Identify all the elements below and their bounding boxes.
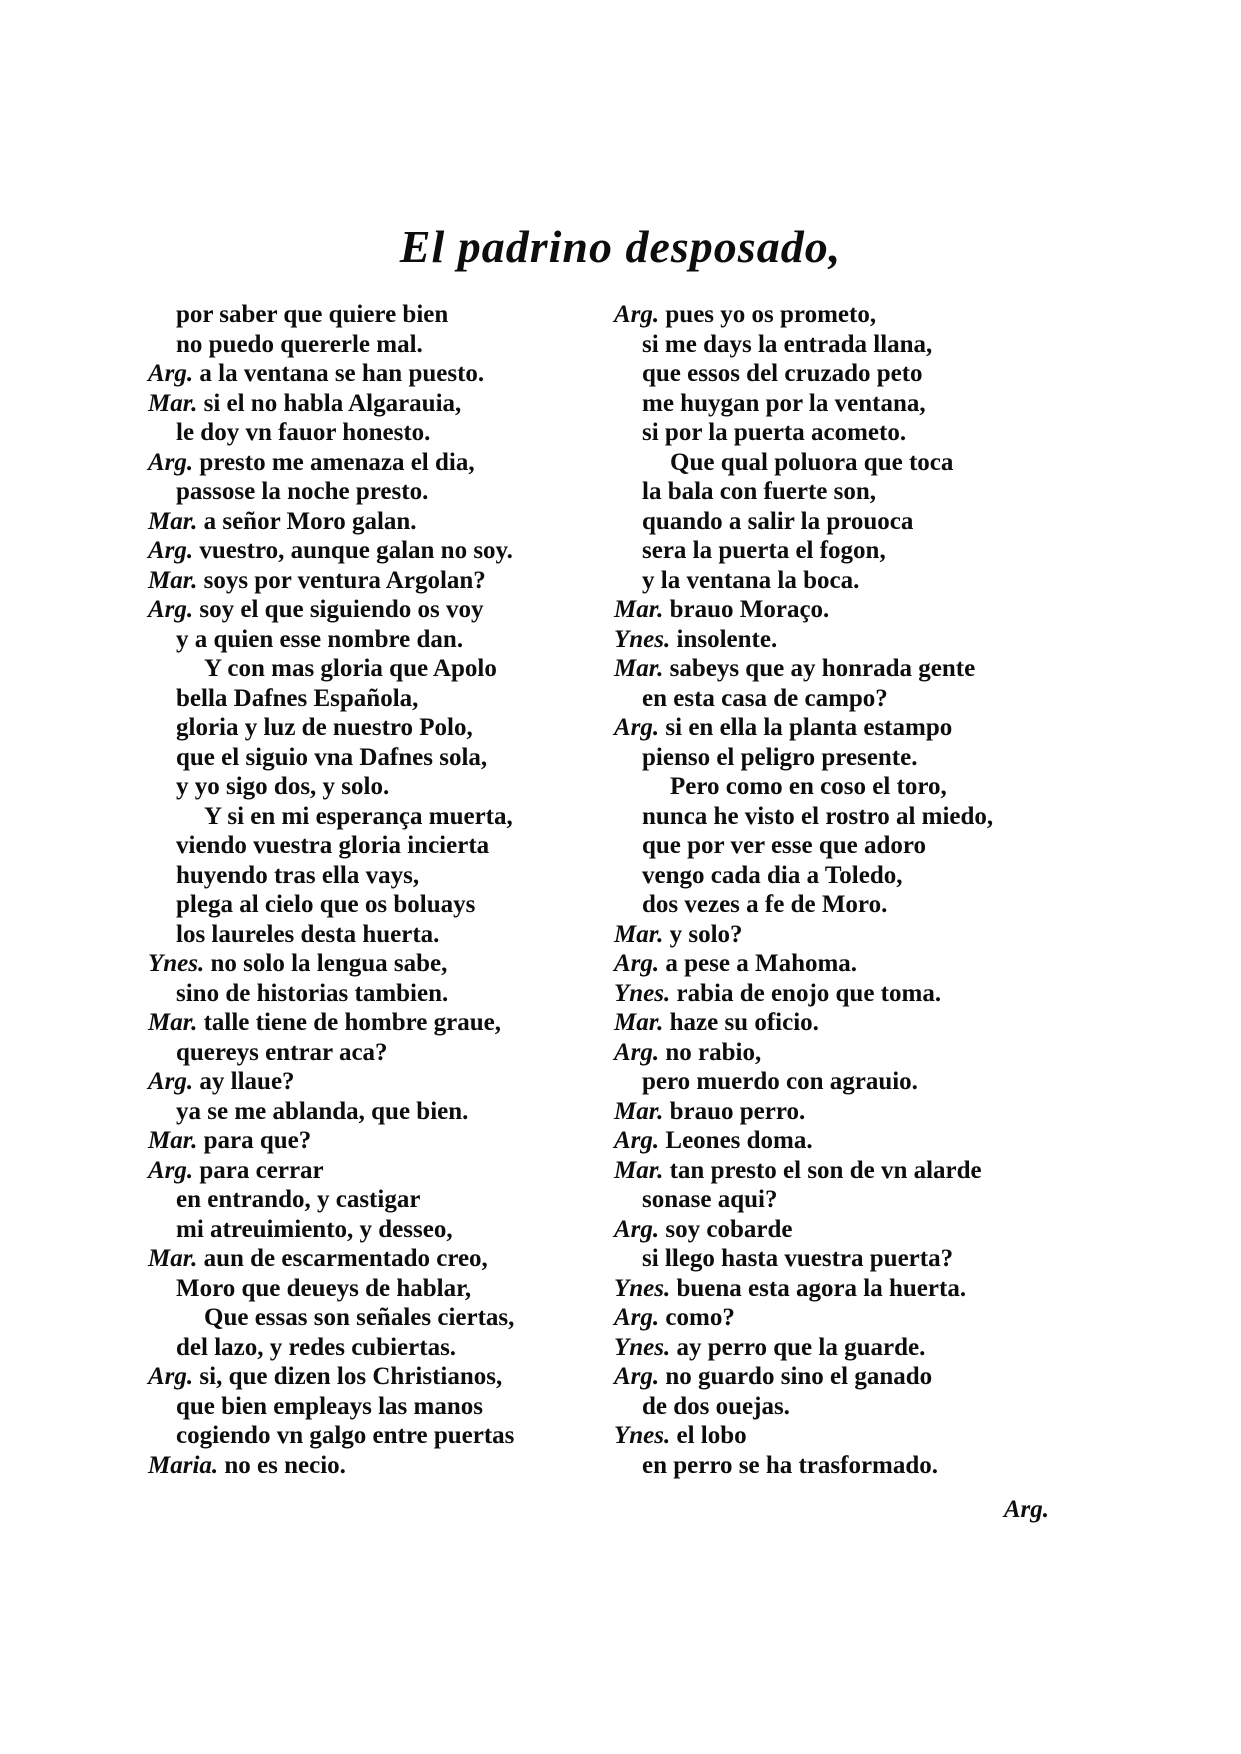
verse-line (614, 359, 1074, 389)
verse-line (148, 448, 588, 478)
verse-text: que por ver esse que adoro (642, 832, 927, 859)
speaker-label: Arg. (614, 1038, 660, 1066)
speaker-label: Arg. (148, 1156, 194, 1184)
verse-line (614, 300, 1074, 330)
verse-line (148, 595, 588, 625)
speaker-label: Mar. (614, 655, 664, 682)
right-column (614, 300, 1074, 1480)
verse-text: huyendo tras ella vays, (176, 861, 420, 889)
verse-text: soys por ventura Argolan? (197, 566, 486, 594)
verse-text: en entrando, y castigar (176, 1186, 421, 1213)
verse-line (614, 389, 1074, 419)
speaker-label: Arg. (614, 1363, 660, 1390)
verse-text: a señor Moro galan. (197, 507, 417, 535)
verse-text: ya se me ablanda, que bien. (176, 1097, 469, 1125)
speaker-label: Ynes. (614, 1274, 671, 1302)
verse-text: los laureles desta huerta. (176, 920, 440, 948)
verse-text: Que essas son señales ciertas, (204, 1304, 515, 1331)
verse-line (148, 772, 588, 802)
verse-line (614, 1038, 1074, 1068)
verse-text: viendo vuestra gloria incierta (176, 832, 490, 859)
verse-text: pienso el peligro presente. (642, 743, 918, 771)
speaker-label: Ynes. (614, 1422, 671, 1449)
verse-text: que bien empleays las manos (176, 1392, 483, 1420)
verse-line (148, 1067, 588, 1097)
verse-line (614, 684, 1074, 714)
speaker-label: Arg. (614, 1127, 660, 1154)
verse-line (148, 566, 588, 596)
verse-line (614, 1451, 1074, 1481)
speaker-label: Ynes. (614, 1333, 671, 1361)
verse-text: brauo Moraço. (663, 596, 830, 623)
verse-text: si el no habla Algarauia, (197, 389, 462, 417)
verse-text: Que qual poluora que toca (670, 448, 954, 476)
verse-line (148, 1362, 588, 1392)
verse-text: plega al cielo que os boluays (176, 891, 476, 918)
speaker-label: Mar. (148, 1245, 198, 1272)
verse-line (614, 890, 1074, 920)
verse-line (614, 1097, 1074, 1127)
verse-text: Pero como en coso el toro, (670, 773, 947, 800)
speaker-label: Mar. (614, 1156, 664, 1184)
verse-text: en perro se ha trasformado. (642, 1451, 939, 1479)
verse-line (148, 1097, 588, 1127)
verse-line (614, 1156, 1074, 1186)
speaker-label: Mar. (148, 1127, 198, 1154)
verse-line (148, 890, 588, 920)
verse-text: para que? (197, 1127, 312, 1154)
verse-text: y yo sigo dos, y solo. (176, 773, 390, 800)
verse-line (148, 861, 588, 891)
verse-line (148, 684, 588, 714)
verse-line (614, 1303, 1074, 1333)
verse-text: vengo cada dia a Toledo, (642, 861, 903, 889)
verse-text: soy cobarde (659, 1215, 793, 1243)
speaker-label: Mar. (614, 1009, 664, 1036)
verse-text: Y con mas gloria que Apolo (204, 655, 497, 682)
page-title: El padrino desposado, (399, 221, 842, 272)
verse-line (148, 1333, 588, 1363)
verse-text: no solo la lengua sabe, (204, 950, 448, 977)
speaker-label: Mar. (614, 596, 664, 623)
verse-line (148, 300, 588, 330)
verse-line (148, 1421, 588, 1451)
speaker-label: Ynes. (614, 979, 671, 1007)
verse-line (148, 654, 588, 684)
verse-line (148, 1008, 588, 1038)
verse-line (148, 507, 588, 537)
verse-line (614, 861, 1074, 891)
verse-line (148, 1392, 588, 1422)
speaker-label: Arg. (148, 448, 194, 476)
verse-line (148, 1244, 588, 1274)
verse-text: del lazo, y redes cubiertas. (176, 1333, 457, 1361)
verse-text: por saber que quiere bien (176, 301, 449, 328)
verse-text: mi atreuimiento, y desseo, (176, 1215, 453, 1243)
verse-line (614, 920, 1074, 950)
verse-line (614, 772, 1074, 802)
verse-line (614, 507, 1074, 537)
verse-line (148, 1215, 588, 1245)
verse-line (614, 713, 1074, 743)
verse-line (614, 979, 1074, 1009)
verse-text: si, que dizen los Christianos, (193, 1363, 503, 1390)
verse-line (614, 949, 1074, 979)
verse-text: haze su oficio. (663, 1009, 819, 1036)
speaker-label: Mar. (614, 1097, 664, 1125)
verse-text: quando a salir la prouoca (642, 507, 914, 535)
verse-text: no guardo sino el ganado (659, 1363, 933, 1390)
verse-text: le doy vn fauor honesto. (176, 419, 431, 446)
verse-line (614, 1333, 1074, 1363)
verse-text: el lobo (670, 1422, 747, 1449)
verse-line (148, 1156, 588, 1186)
verse-text: ay llaue? (193, 1068, 295, 1095)
verse-line (614, 1274, 1074, 1304)
speaker-label: Ynes. (614, 625, 671, 653)
verse-line (614, 1244, 1074, 1274)
verse-line (148, 713, 588, 743)
verse-line (148, 389, 588, 419)
verse-text: Leones doma. (659, 1127, 813, 1154)
verse-text: no puedo quererle mal. (176, 330, 423, 358)
verse-text: presto me amenaza el dia, (193, 448, 475, 476)
verse-line (614, 330, 1074, 360)
verse-text: brauo perro. (663, 1097, 806, 1125)
verse-line (614, 595, 1074, 625)
verse-text: ay perro que la guarde. (670, 1333, 926, 1361)
verse-line (148, 920, 588, 950)
verse-text: tan presto el son de vn alarde (663, 1156, 982, 1184)
verse-text: sera la puerta el fogon, (642, 537, 886, 564)
verse-line (148, 1274, 588, 1304)
verse-text: y a quien esse nombre dan. (176, 625, 464, 653)
verse-line (614, 1392, 1074, 1422)
verse-text: me huygan por la ventana, (642, 389, 926, 417)
verse-text: y solo? (663, 920, 743, 948)
verse-line (148, 979, 588, 1009)
verse-text: que essos del cruzado peto (642, 360, 923, 387)
verse-line (614, 1067, 1074, 1097)
speaker-label: Mar. (614, 920, 664, 948)
verse-line (614, 802, 1074, 832)
verse-text: dos vezes a fe de Moro. (642, 891, 888, 918)
verse-text: en esta casa de campo? (642, 684, 888, 712)
verse-text: Moro que deueys de hablar, (176, 1274, 472, 1302)
speaker-label: Arg. (148, 537, 194, 564)
verse-text: y la ventana la boca. (642, 566, 860, 594)
verse-line (614, 1421, 1074, 1451)
verse-line (148, 1038, 588, 1068)
verse-text: la bala con fuerte son, (642, 478, 877, 505)
verse-text: aun de escarmentado creo, (197, 1245, 488, 1272)
verse-line (148, 418, 588, 448)
speaker-label: Arg. (614, 950, 660, 977)
verse-line (148, 1126, 588, 1156)
verse-text: insolente. (670, 625, 778, 653)
speaker-label: Arg. (614, 1304, 660, 1331)
verse-text: a la ventana se han puesto. (193, 360, 485, 387)
verse-line (148, 1185, 588, 1215)
verse-text: sino de historias tambien. (176, 979, 449, 1007)
verse-line (614, 654, 1074, 684)
verse-line (148, 949, 588, 979)
verse-line (614, 536, 1074, 566)
speaker-label: Mar. (148, 389, 198, 417)
speaker-label: Arg. (614, 301, 660, 328)
verse-line (148, 802, 588, 832)
verse-text: que el siguio vna Dafnes sola, (176, 743, 488, 771)
speaker-label: Arg. (614, 1215, 660, 1243)
verse-text: pero muerdo con agrauio. (642, 1068, 918, 1095)
verse-text: si en ella la planta estampo (659, 714, 953, 741)
verse-text: cogiendo vn galgo entre puertas (176, 1422, 515, 1449)
verse-line (614, 448, 1074, 478)
verse-line (148, 743, 588, 773)
speaker-label: Maria. (148, 1451, 219, 1479)
verse-line (614, 1008, 1074, 1038)
verse-text: nunca he visto el rostro al miedo, (642, 802, 994, 830)
verse-line (614, 566, 1074, 596)
speaker-label: Arg. (148, 1363, 194, 1390)
verse-text: como? (659, 1304, 735, 1331)
verse-text: vuestro, aunque galan no soy. (193, 537, 513, 564)
verse-line (148, 536, 588, 566)
verse-text: sabeys que ay honrada gente (663, 655, 976, 682)
verse-line (148, 1303, 588, 1333)
verse-line (614, 1185, 1074, 1215)
verse-text: talle tiene de hombre graue, (197, 1009, 501, 1036)
verse-text: a pese a Mahoma. (659, 950, 858, 977)
verse-line (614, 625, 1074, 655)
verse-line (614, 477, 1074, 507)
verse-line (614, 743, 1074, 773)
verse-line (614, 831, 1074, 861)
verse-text: si por la puerta acometo. (642, 419, 907, 446)
speaker-label: Ynes. (148, 950, 205, 977)
verse-text: rabia de enojo que toma. (670, 979, 942, 1007)
verse-text: no es necio. (218, 1451, 346, 1479)
verse-line (614, 1215, 1074, 1245)
speaker-label: Mar. (148, 507, 198, 535)
verse-text: si me days la entrada llana, (642, 330, 933, 358)
verse-text: buena esta agora la huerta. (670, 1274, 967, 1302)
verse-text: Y si en mi esperança muerta, (204, 802, 513, 830)
verse-line (614, 1126, 1074, 1156)
left-column (148, 300, 588, 1480)
verse-line (148, 359, 588, 389)
verse-text: sonase aqui? (642, 1186, 778, 1213)
verse-text: bella Dafnes Española, (176, 684, 419, 712)
verse-text: gloria y luz de nuestro Polo, (176, 714, 473, 741)
verse-text: no rabio, (659, 1038, 762, 1066)
verse-line (614, 1362, 1074, 1392)
verse-text: si llego hasta vuestra puerta? (642, 1245, 954, 1272)
speaker-label: Arg. (148, 596, 194, 623)
speaker-label: Mar. (148, 566, 198, 594)
speaker-label: Mar. (148, 1009, 198, 1036)
verse-text: de dos ouejas. (642, 1392, 790, 1420)
verse-text: pues yo os prometo, (659, 301, 877, 328)
speaker-label: Arg. (614, 714, 660, 741)
verse-line (148, 1451, 588, 1481)
catchword: Arg. (1003, 1496, 1049, 1523)
verse-line (148, 477, 588, 507)
speaker-label: Arg. (148, 360, 194, 387)
verse-line (148, 330, 588, 360)
verse-text: quereys entrar aca? (176, 1038, 388, 1066)
verse-text: passose la noche presto. (176, 478, 429, 505)
speaker-label: Arg. (148, 1068, 194, 1095)
verse-line (148, 625, 588, 655)
verse-text: soy el que siguiendo os voy (193, 596, 484, 623)
verse-line (614, 418, 1074, 448)
verse-line (148, 831, 588, 861)
verse-text: para cerrar (193, 1156, 324, 1184)
